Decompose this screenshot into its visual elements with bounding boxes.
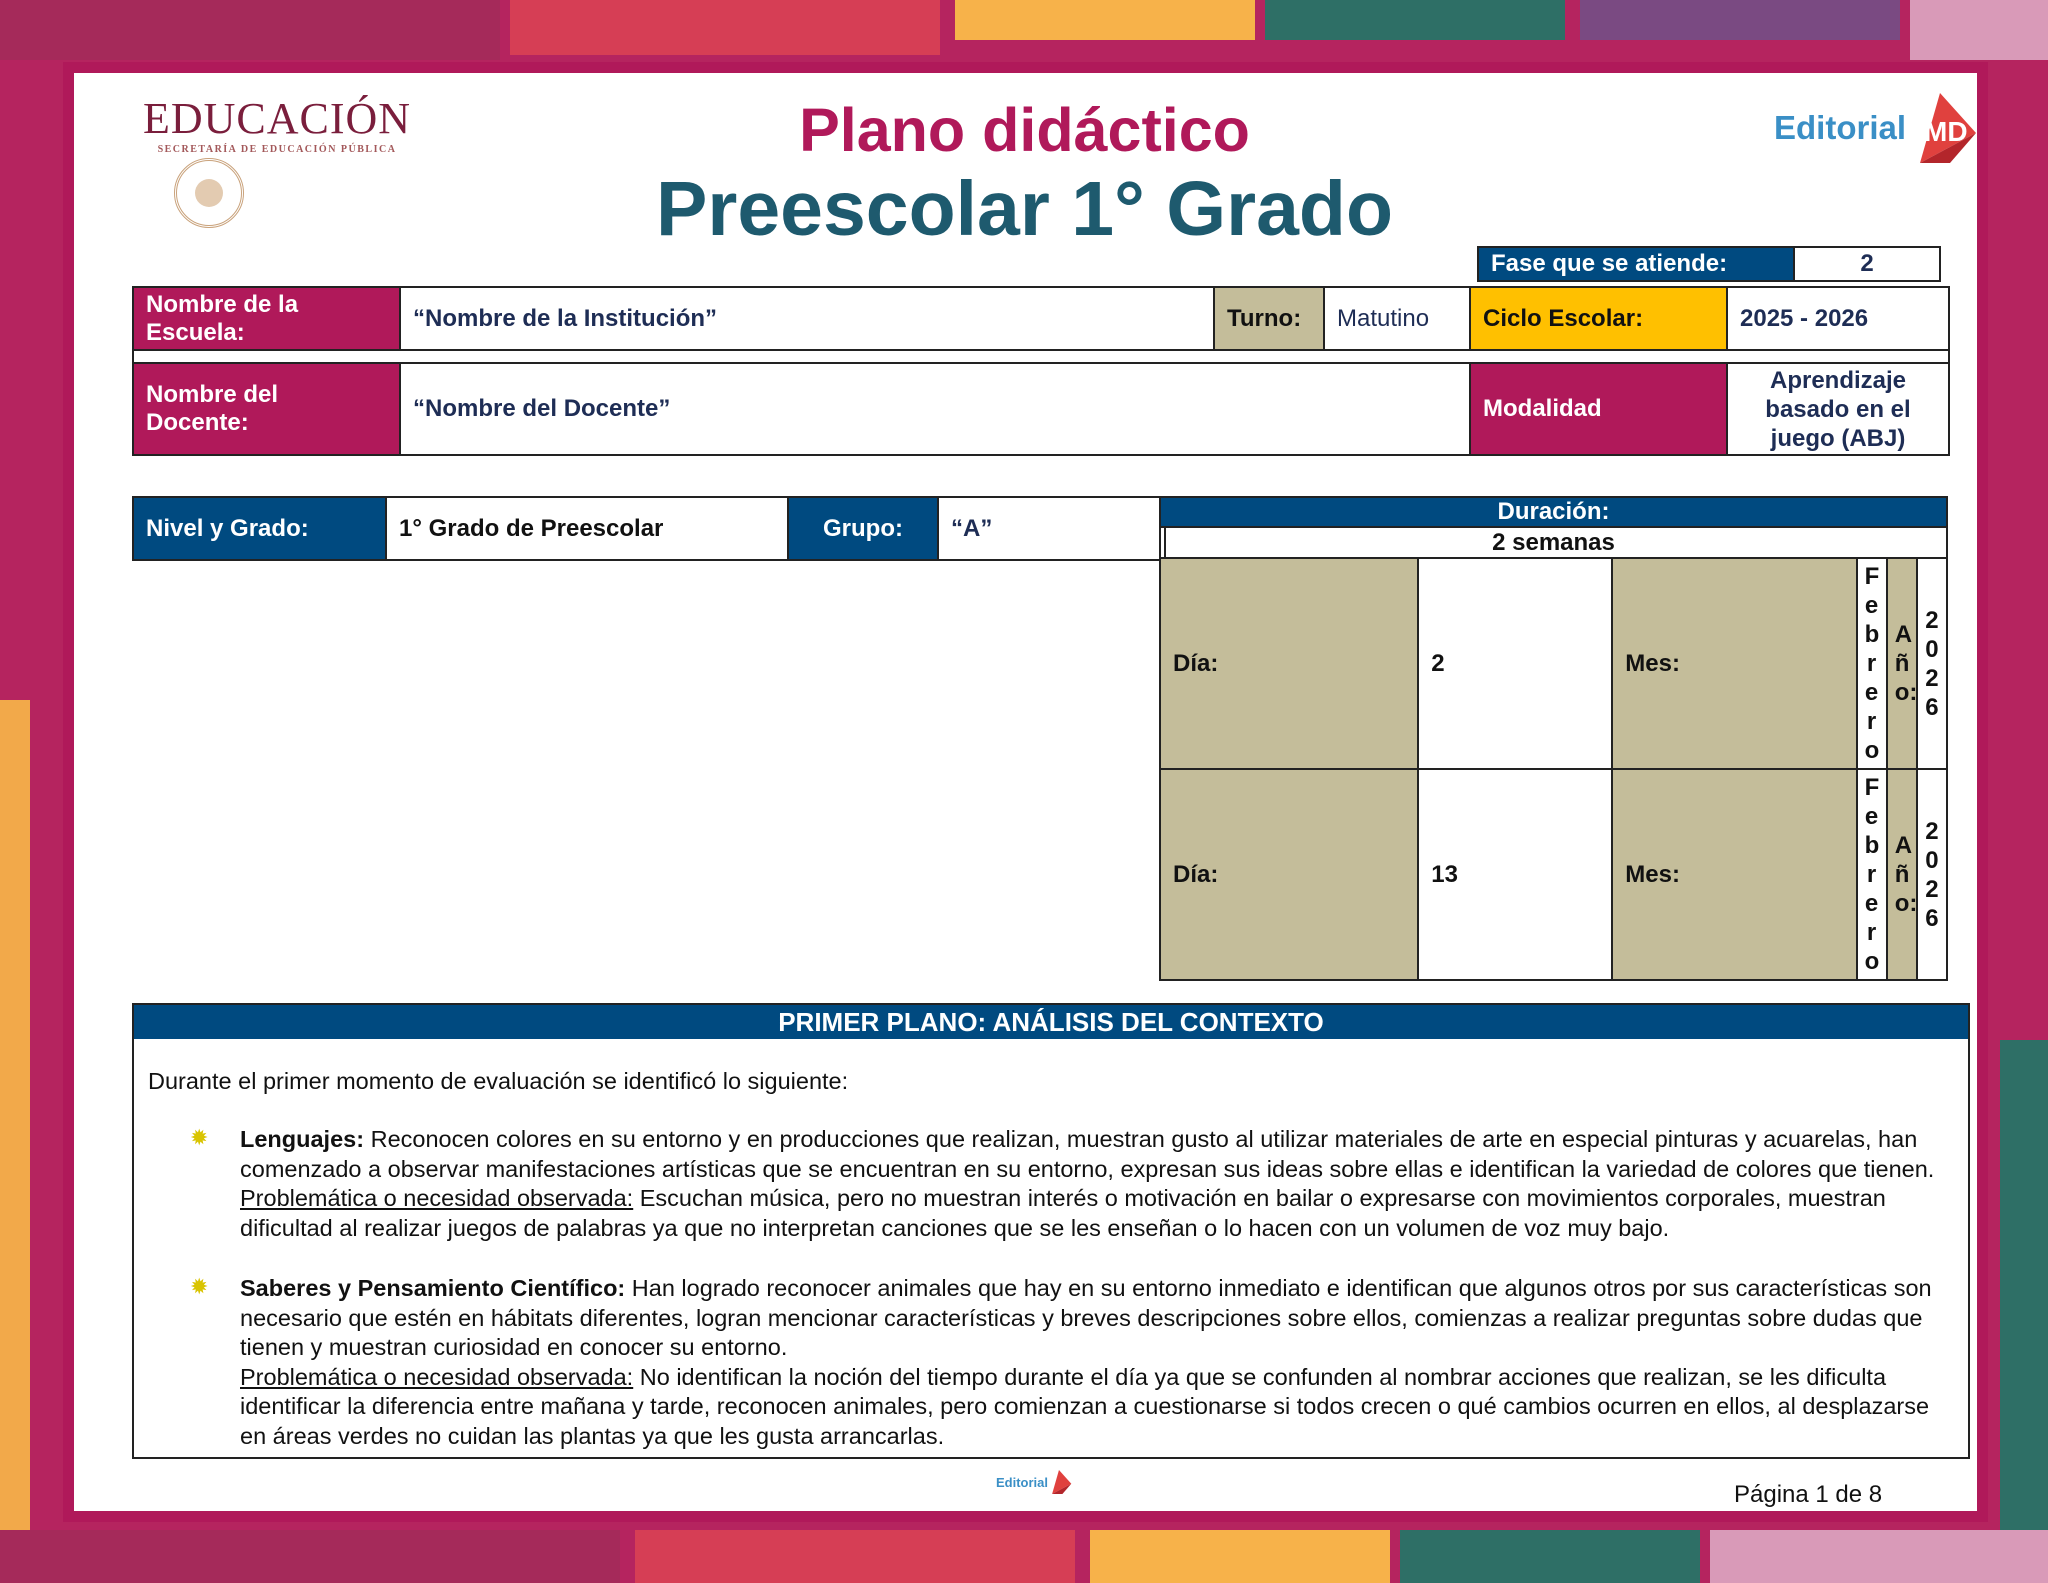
footer-logo bbox=[996, 1470, 1072, 1494]
page-title: Plano didáctico bbox=[799, 96, 1250, 164]
publisher-logo-text: Editorial bbox=[1774, 109, 1907, 146]
bg-tile bbox=[2000, 1040, 2048, 1583]
ciclo-label: Ciclo Escolar: bbox=[1470, 287, 1727, 350]
problem-label: Problemática o necesidad observada: bbox=[240, 1363, 634, 1390]
page-number: Página 1 de 8 bbox=[1734, 1481, 1883, 1508]
bg-tile bbox=[1265, 0, 1565, 40]
footer-logo-text: Editorial bbox=[996, 1474, 1049, 1490]
docente-value: “Nombre del Docente” bbox=[400, 363, 1470, 455]
sep-logo-text: SECRETARÍA DE EDUCACIÓN PÚBLICA bbox=[157, 144, 397, 155]
publisher-logo bbox=[1774, 93, 1976, 163]
fin-anio-text: 2026 bbox=[1925, 817, 1939, 932]
inicio-mes-text: Febrero bbox=[1864, 563, 1880, 764]
grupo-label: Grupo: bbox=[788, 497, 938, 560]
inicio-anio-text: 2026 bbox=[1925, 606, 1939, 721]
fase-table bbox=[1477, 246, 1941, 282]
bg-tile bbox=[1710, 1530, 2048, 1583]
fase-value: 2 bbox=[1794, 247, 1940, 281]
list-item-lenguajes bbox=[240, 1125, 1950, 1243]
star-bullet-icon: ✹ bbox=[190, 1125, 209, 1150]
context-section bbox=[132, 1003, 1970, 1459]
bg-tile bbox=[1580, 0, 1900, 40]
modalidad-label: Modalidad bbox=[1470, 363, 1727, 455]
bg-tile bbox=[1910, 0, 2048, 60]
fin-anio-label bbox=[1887, 769, 1917, 980]
duracion-table bbox=[1159, 496, 1948, 981]
document-page bbox=[63, 62, 1988, 1522]
fin-anio-label-text: Año: bbox=[1894, 832, 1918, 917]
info-table bbox=[132, 286, 1950, 456]
nivel-value: 1° Grado de Preescolar bbox=[386, 497, 788, 560]
duracion-value: 2 semanas bbox=[1160, 527, 1947, 558]
escuela-label: Nombre de la Escuela: bbox=[133, 287, 400, 350]
item-text: Reconocen colores en su entorno y en producciones que realizan, muestran gusto al utilizar materiales de arte en especial pinturas y acuarelas, han comenzado a observar manifestaciones artísticas que se encuentran en su entorno, expresan sus ideas sobre ellas e identifican la variedad de colores que tienen. bbox=[240, 1126, 1935, 1182]
problem-label: Problemática o necesidad observada: bbox=[240, 1185, 634, 1211]
inicio-mes-label: Mes: bbox=[1612, 558, 1856, 769]
item-heading: Saberes y Pensamiento Científico: bbox=[240, 1275, 626, 1301]
item-text: Han logrado reconocer animales que hay en su entorno inmediato e identifican que algunos otros por sus características son necesario que estén en hábitats diferentes, logran mencionar características y breves descripciones sobre ellos, comienzas a realizar preguntas sobre dudas que tienen y muestran curiosidad en conocer su entorno. bbox=[240, 1275, 1932, 1360]
fin-dia-label: Día: bbox=[1160, 769, 1418, 980]
turno-label: Turno: bbox=[1214, 287, 1324, 350]
fase-label: Fase que se atiende: bbox=[1478, 247, 1794, 281]
section-intro: Durante el primer momento de evaluación se identificó lo siguiente: bbox=[148, 1068, 849, 1094]
md-logo-icon bbox=[1048, 1470, 1072, 1494]
nivel-label: Nivel y Grado: bbox=[133, 497, 386, 560]
problem-text: No identifican la noción del tiempo durante el día ya que se confunden al nombrar acciones que realizan, se les dificulta identificar la diferencia entre mañana y tarde, reconocen animales, pero comienzan a cuestionarse si todos crecen o qué cambios ocurren en ellos, al desplazarse en áreas verdes no cuidan las plantas ya que les gusta arrancarlas. bbox=[240, 1363, 1930, 1449]
bg-tile bbox=[510, 0, 940, 55]
bg-tile bbox=[0, 0, 500, 60]
education-logo-text: EDUCACIÓN bbox=[142, 94, 412, 143]
star-bullet-icon: ✹ bbox=[190, 1274, 209, 1299]
section-title: PRIMER PLANO: ANÁLISIS DEL CONTEXTO bbox=[134, 1005, 1968, 1039]
docente-label: Nombre del Docente: bbox=[133, 363, 400, 455]
bg-tile bbox=[1090, 1530, 1390, 1583]
inicio-anio-label bbox=[1887, 558, 1917, 769]
inicio-dia-value: 2 bbox=[1418, 558, 1612, 769]
spacer-row bbox=[133, 350, 1949, 363]
duracion-label: Duración: bbox=[1160, 497, 1947, 527]
inicio-anio-value bbox=[1917, 558, 1947, 769]
bg-tile bbox=[1400, 1530, 1700, 1583]
item-heading: Lenguajes: bbox=[240, 1126, 365, 1152]
fin-mes-text: Febrero bbox=[1864, 774, 1880, 975]
nivel-table bbox=[132, 496, 1166, 561]
inicio-anio-label-text: Año: bbox=[1894, 621, 1918, 706]
bg-tile bbox=[0, 700, 30, 1583]
escuela-value: “Nombre de la Institución” bbox=[400, 287, 1214, 350]
grupo-value: “A” bbox=[938, 497, 1165, 560]
inicio-mes-value bbox=[1857, 558, 1887, 769]
page-subtitle: Preescolar 1° Grado bbox=[656, 166, 1393, 252]
problem-text: Escuchan música, pero no muestran interés o motivación en bailar o expresarse con movimientos corporales, muestran dificultad al realizar juegos de palabras ya que no interpretan canciones que se les enseñan o lo hacen con un volumen de voz muy bajo. bbox=[240, 1185, 1886, 1241]
fin-dia-value: 13 bbox=[1418, 769, 1612, 980]
modalidad-value: Aprendizaje basado en el juego (ABJ) bbox=[1727, 363, 1949, 455]
inicio-dia-label: Día: bbox=[1160, 558, 1418, 769]
bg-tile bbox=[635, 1530, 1075, 1583]
bg-tile bbox=[0, 1530, 620, 1583]
list-item-saberes bbox=[240, 1274, 1950, 1451]
md-logo-icon bbox=[1910, 93, 1976, 163]
fin-mes-value bbox=[1857, 769, 1887, 980]
ciclo-value: 2025 - 2026 bbox=[1727, 287, 1949, 350]
turno-value: Matutino bbox=[1324, 287, 1470, 350]
bg-tile bbox=[955, 0, 1255, 40]
fin-mes-label: Mes: bbox=[1612, 769, 1856, 980]
fin-anio-value bbox=[1917, 769, 1947, 980]
svg-text:MD: MD bbox=[1924, 116, 1968, 147]
